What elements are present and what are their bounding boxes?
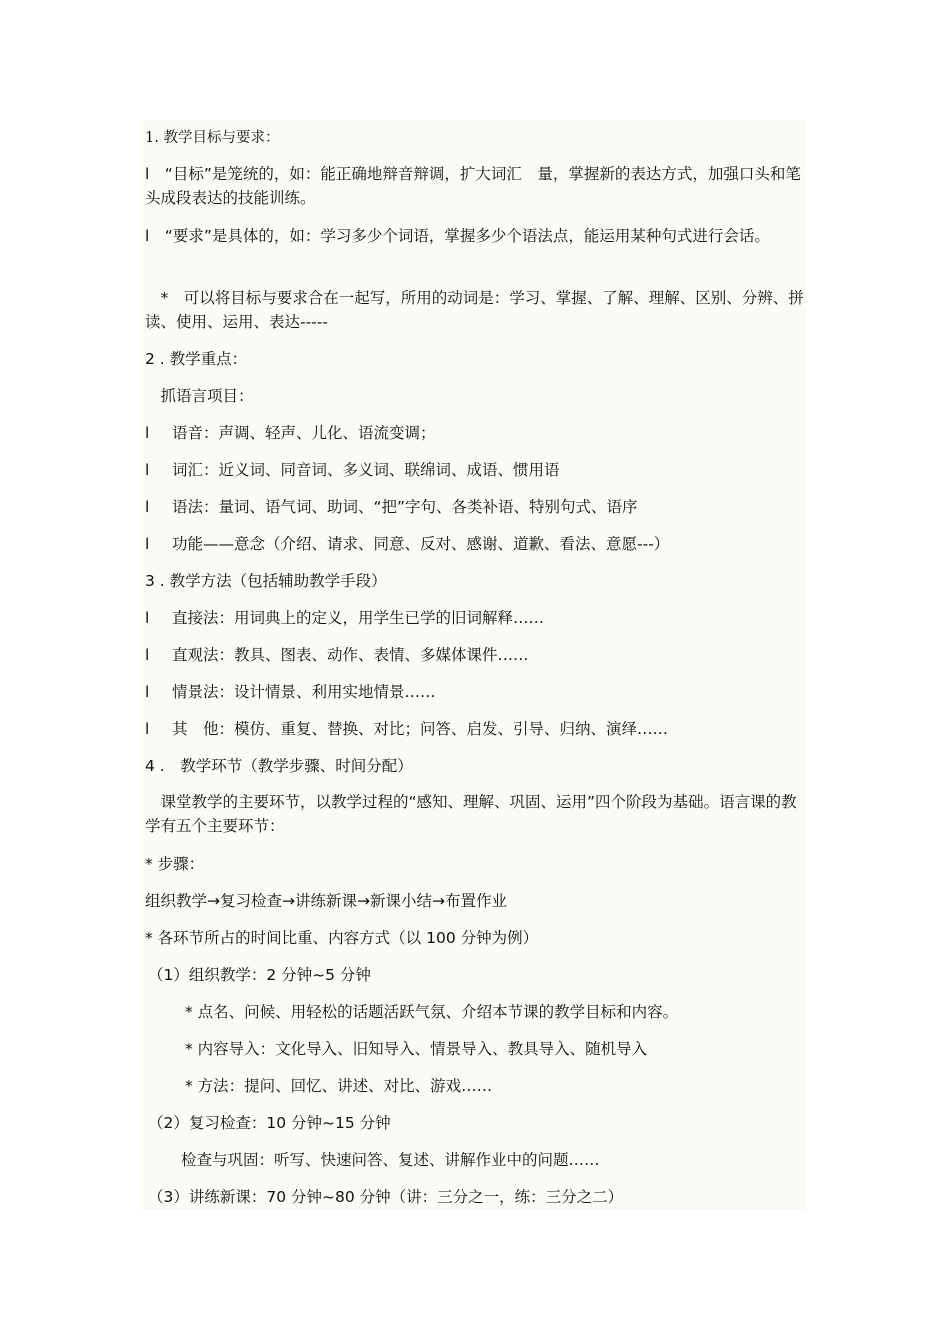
list-item-text: 词汇：近义词、同音词、多义词、联绵词、成语、惯用语 [172, 461, 560, 479]
list-item [145, 532, 805, 556]
list-item-text: 其 他：模仿、重复、替换、对比；问答、启发、引导、归纳、演绎…… [172, 720, 669, 738]
step-2-detail: 检查与巩固：听写、快速问答、复述、讲解作业中的问题…… [181, 1151, 600, 1169]
bullet-marker: l [145, 646, 150, 664]
bullet-marker: l [145, 424, 150, 442]
list-item [145, 717, 805, 741]
list-item-text: 情景法：设计情景、利用实地情景…… [172, 683, 436, 701]
paragraph-goal: l “目标”是笼统的，如：能正确地辩音辩调，扩大词汇 量，掌握新的表达方式，加强口头和笔头成段表达的技能训练。 [145, 165, 801, 207]
list-item-text: 功能——意念（介绍、请求、同意、反对、感谢、道歉、看法、意愿---） [172, 535, 670, 553]
list-item [145, 606, 805, 630]
text-time-ratio: * 各环节所占的时间比重、内容方式（以 100 分钟为例） [145, 929, 539, 947]
bullet-marker: l [145, 720, 150, 738]
heading-3: 3 . 教学方法（包括辅助教学手段） [145, 572, 387, 590]
step-3-heading: （3）讲练新课：70 分钟~80 分钟（讲：三分之一，练：三分之二） [148, 1188, 624, 1206]
paragraph-verbs: * 可以将目标与要求合在一起写，所用的动词是：学习、掌握、了解、理解、区别、分辨、拼读、使用、运用、表达----- [145, 289, 804, 331]
heading-2: 2 . 教学重点： [145, 350, 248, 368]
paragraph-lesson-steps: 课堂教学的主要环节，以教学过程的“感知、理解、巩固、运用”四个阶段为基础。语言课的教学有五个主要环节： [145, 793, 797, 835]
text-steps-label: * 步骤： [145, 855, 205, 873]
list-item [145, 458, 805, 482]
bullet-marker: l [145, 535, 150, 553]
list-item-text: 直接法：用词典上的定义，用学生已学的旧词解释…… [172, 609, 545, 627]
paragraph-requirement: l “要求”是具体的，如：学习多少个词语，掌握多少个语法点，能运用某种句式进行会话。 [145, 227, 770, 245]
step-1-detail: * 方法：提问、回忆、讲述、对比、游戏…… [185, 1077, 493, 1095]
bullet-marker: l [145, 498, 150, 516]
list-item-text: 直观法：教具、图表、动作、表情、多媒体课件…… [172, 646, 529, 664]
list-item [145, 421, 805, 445]
step-1-detail: * 点名、问候、用轻松的话题活跃气氛、介绍本节课的教学目标和内容。 [185, 1003, 679, 1021]
bullet-marker: l [145, 461, 150, 479]
list-item [145, 680, 805, 704]
text-steps-flow: 组织教学→复习检查→讲练新课→新课小结→布置作业 [145, 892, 507, 910]
list-item [145, 495, 805, 519]
heading-1: 1. 教学目标与要求： [145, 130, 280, 146]
document-page [140, 120, 806, 1210]
step-2-heading: （2）复习检查：10 分钟~15 分钟 [148, 1114, 391, 1132]
list-item [145, 643, 805, 667]
list-item-text: 语音：声调、轻声、儿化、语流变调； [172, 424, 436, 442]
bullet-marker: l [145, 683, 150, 701]
step-1-heading: （1）组织教学：2 分钟~5 分钟 [148, 966, 371, 984]
list-item-text: 语法：量词、语气词、助词、“把”字句、各类补语、特别句式、语序 [172, 498, 638, 516]
step-1-detail: * 内容导入：文化导入、旧知导入、情景导入、教具导入、随机导入 [185, 1040, 648, 1058]
bullet-marker: l [145, 609, 150, 627]
heading-4: 4 . 教学环节（教学步骤、时间分配） [145, 757, 413, 775]
text-language-items: 抓语言项目： [145, 387, 254, 405]
